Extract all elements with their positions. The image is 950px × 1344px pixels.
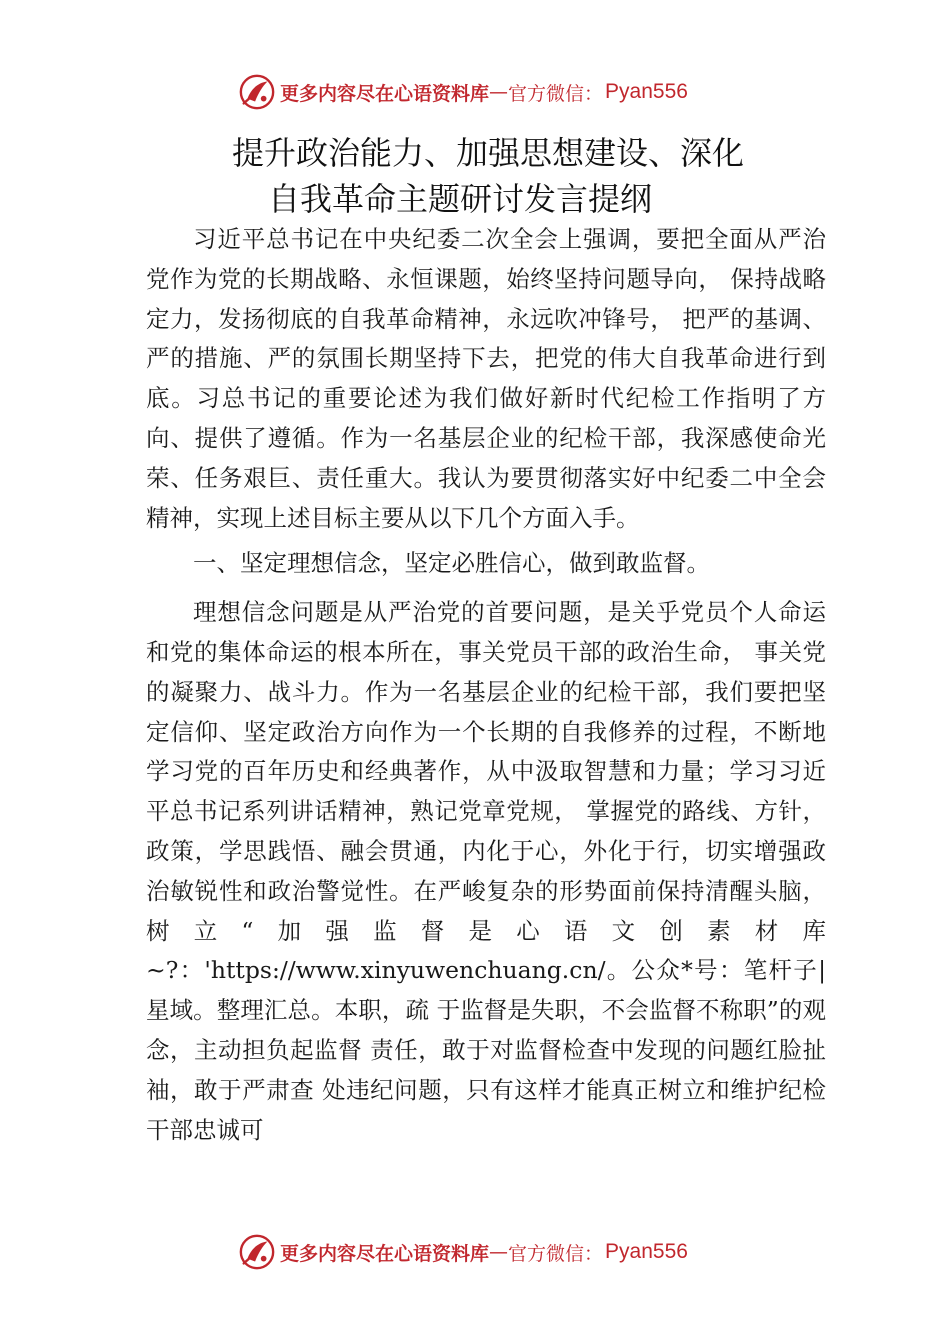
section-heading-1: 一、坚定理想信念，坚定必胜信心，做到敢监督。	[193, 549, 710, 578]
banner-title: 更多内容尽在心语资料库	[280, 82, 490, 105]
paragraph-section-1: 理想信念问题是从严治党的首要问题，是关乎党员个人命运和党的集体命运的根本所在，事关党员干部的政治生命， 事关党的凝聚力、战斗力。作为一名基层企业的纪检干部，我们要把坚定信仰、坚定政治方向作为一个长期的自我修养的过程，不断地学习党的百年历史和经典著作，从中汲取智慧和力量；学习习近平总书记系列讲话精神，熟记党章党规， 掌握党的路线、方针，政策，学思践悟、融会贯通，内化于心，外化于行，切实增强政治敏锐性和政治警觉性。在严峻复杂的形势面前保持清醒头脑，树立“加强监督是心语文创素材库~?：'https://www.xinyuwenchuang.cn/。公众*号：笔杆子|星域。整理汇总。本职，疏 于监督是失职，不会监督不称职”的观念，主动担负起监督 责任，敢于对监督检查中发现的问题红脸扯袖，敢于严肃查 处违纪问题，只有这样才能真正树立和维护纪检干部忠诚可	[146, 598, 826, 1144]
banner-title: 更多内容尽在心语资料库	[280, 1242, 490, 1265]
document-body	[146, 220, 826, 1150]
banner-wechat-label: 官方微信：	[508, 1242, 604, 1265]
paragraph-intro: 习近平总书记在中央纪委二次全会上强调，要把全面从严治党作为党的长期战略、永恒课题，始终坚持问题导向， 保持战略定力，发扬彻底的自我革命精神，永远吹冲锋号， 把严的基调、严的措施、严的氛围长期坚持下去，把党的伟大自我革命进行到底。习总书记的重要论述为我们做好新时代纪检工作指明了方向、提供了遵循。作为一名基层企业的纪检干部，我深感使命光荣、任务艰巨、责任重大。我认为要贯彻落实好中纪委二中全会精神，实现上述目标主要从以下几个方面入手。	[146, 225, 826, 532]
banner-wechat-id: Pyan556	[605, 80, 688, 103]
title-line-2: 自我革命主题研讨发言提纲	[268, 180, 653, 218]
document-title	[150, 130, 870, 222]
banner-wechat-label: 官方微信：	[508, 82, 604, 105]
header-banner	[238, 72, 688, 112]
logo-icon	[238, 73, 276, 111]
banner-separator: —	[489, 81, 509, 103]
logo-icon	[238, 1233, 276, 1271]
footer-banner	[238, 1232, 688, 1272]
title-line-1: 提升政治能力、加强思想建设、深化	[232, 134, 745, 172]
banner-separator: —	[489, 1241, 509, 1263]
banner-wechat-id: Pyan556	[605, 1240, 688, 1263]
